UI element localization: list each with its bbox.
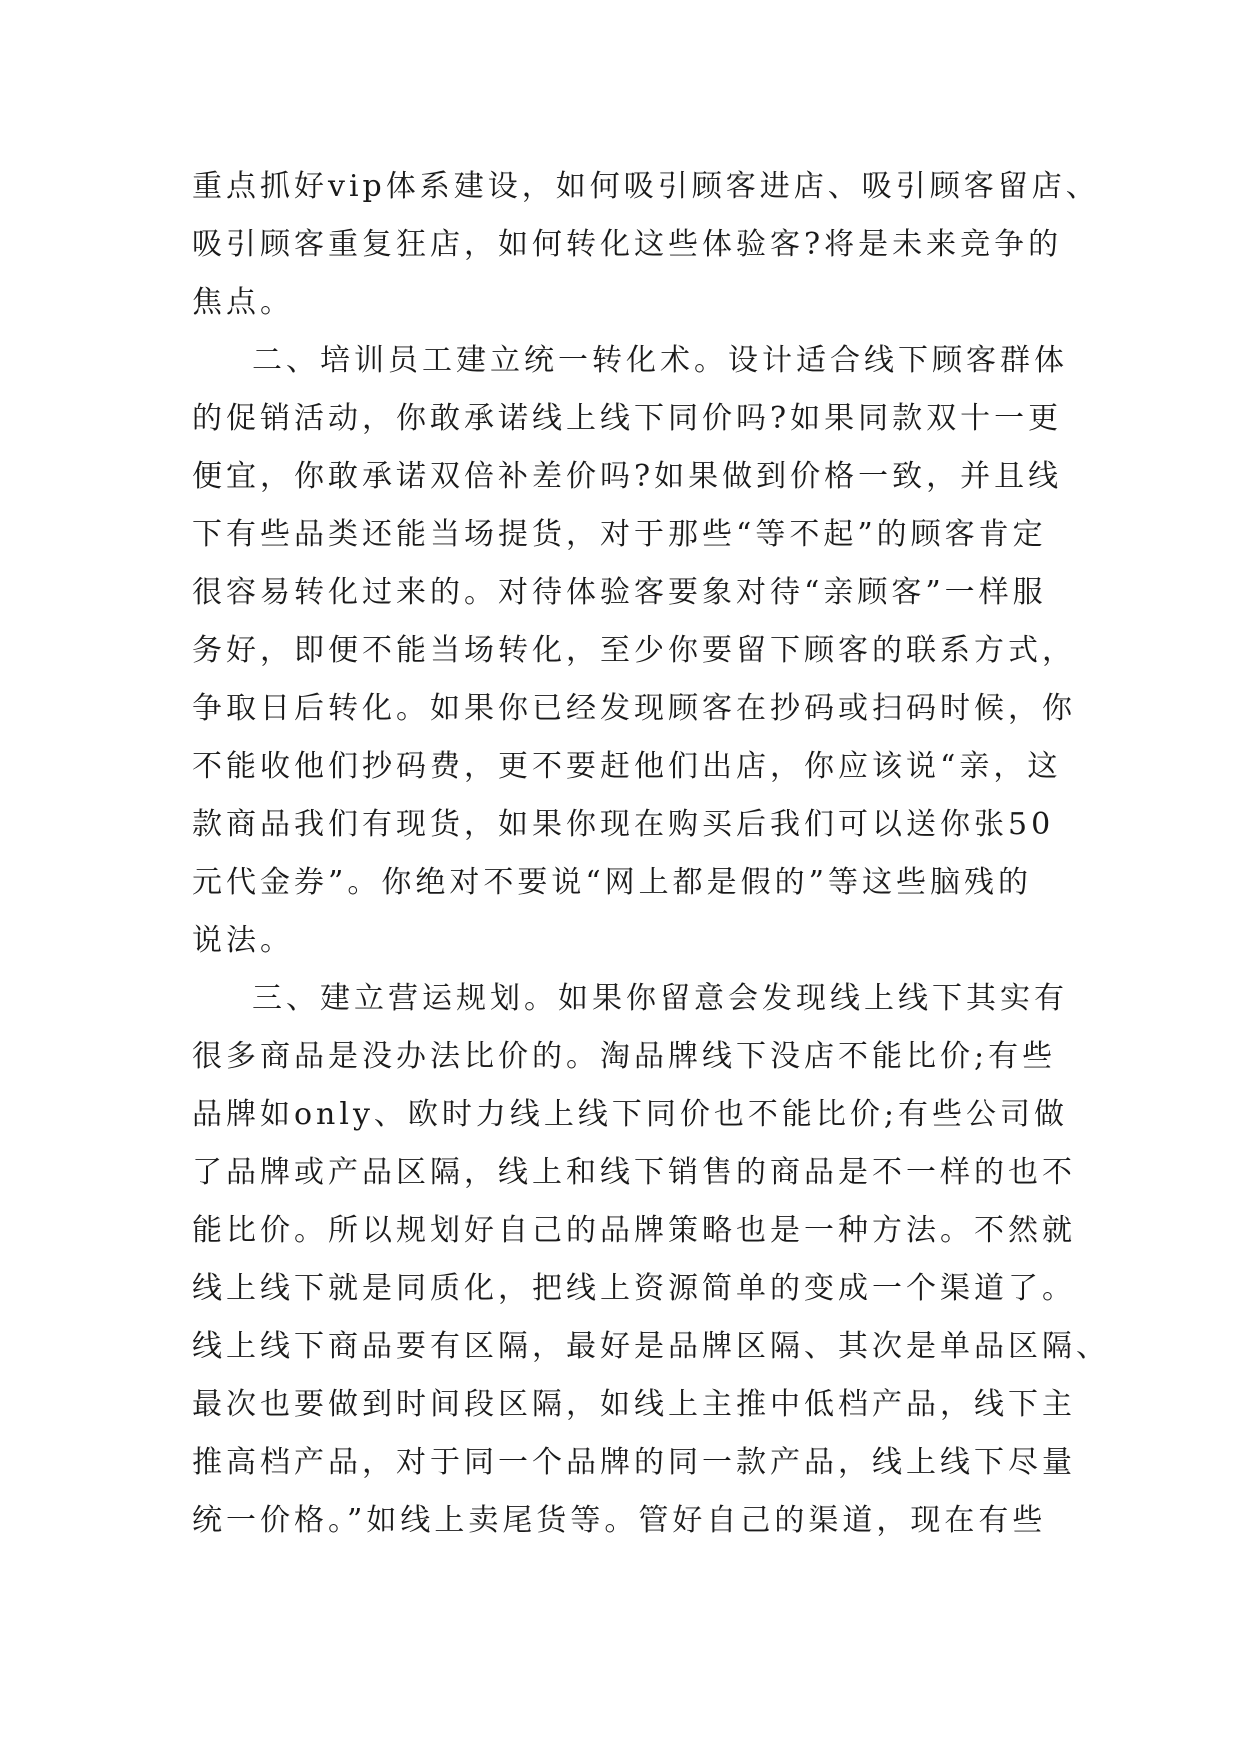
text-line: 重点抓好vip体系建设，如何吸引顾客进店、吸引顾客留店、 [192,169,1100,204]
text-line: 很多商品是没办法比价的。淘品牌线下没店不能比价;有些 [192,1039,1057,1074]
text-line: 推高档产品，对于同一个品牌的同一款产品，线上线下尽量 [192,1445,1076,1480]
text-line: 不能收他们抄码费，更不要赶他们出店，你应该说“亲，这 [192,749,1062,784]
document-body [192,158,1110,1550]
text-line: 说法。 [192,923,294,958]
text-line: 焦点。 [192,285,294,320]
text-line: 了品牌或产品区隔，线上和线下销售的商品是不一样的也不 [192,1155,1076,1190]
text-line: 争取日后转化。如果你已经发现顾客在抄码或扫码时候，你 [192,691,1076,726]
text-line: 吸引顾客重复狂店，如何转化这些体验客?将是未来竞争的 [192,227,1063,262]
text-line: 线上线下就是同质化，把线上资源简单的变成一个渠道了。 [192,1271,1076,1306]
paragraph-start-line: 三、建立营运规划。如果你留意会发现线上线下其实有 [252,981,1068,1016]
text-line: 最次也要做到时间段区隔，如线上主推中低档产品，线下主 [192,1387,1076,1422]
text-line: 能比价。所以规划好自己的品牌策略也是一种方法。不然就 [192,1213,1076,1248]
text-line: 的促销活动，你敢承诺线上线下同价吗?如果同款双十一更 [192,401,1063,436]
text-line: 统一价格。”如线上卖尾货等。管好自己的渠道，现在有些 [192,1503,1047,1538]
text-line: 品牌如only、欧时力线上线下同价也不能比价;有些公司做 [192,1097,1069,1132]
text-line: 线上线下商品要有区隔，最好是品牌区隔、其次是单品区隔、 [192,1329,1110,1364]
text-line: 下有些品类还能当场提货，对于那些“等不起”的顾客肯定 [192,517,1047,552]
text-line: 很容易转化过来的。对待体验客要象对待“亲顾客”一样服 [192,575,1047,610]
text-line: 务好，即便不能当场转化，至少你要留下顾客的联系方式， [192,633,1076,668]
text-line: 元代金券”。你绝对不要说“网上都是假的”等这些脑残的 [192,865,1033,900]
paragraph-start-line: 二、培训员工建立统一转化术。设计适合线下顾客群体 [252,343,1068,378]
text-line: 便宜，你敢承诺双倍补差价吗?如果做到价格一致，并且线 [192,459,1063,494]
text-line: 款商品我们有现货，如果你现在购买后我们可以送你张50 [192,807,1055,842]
